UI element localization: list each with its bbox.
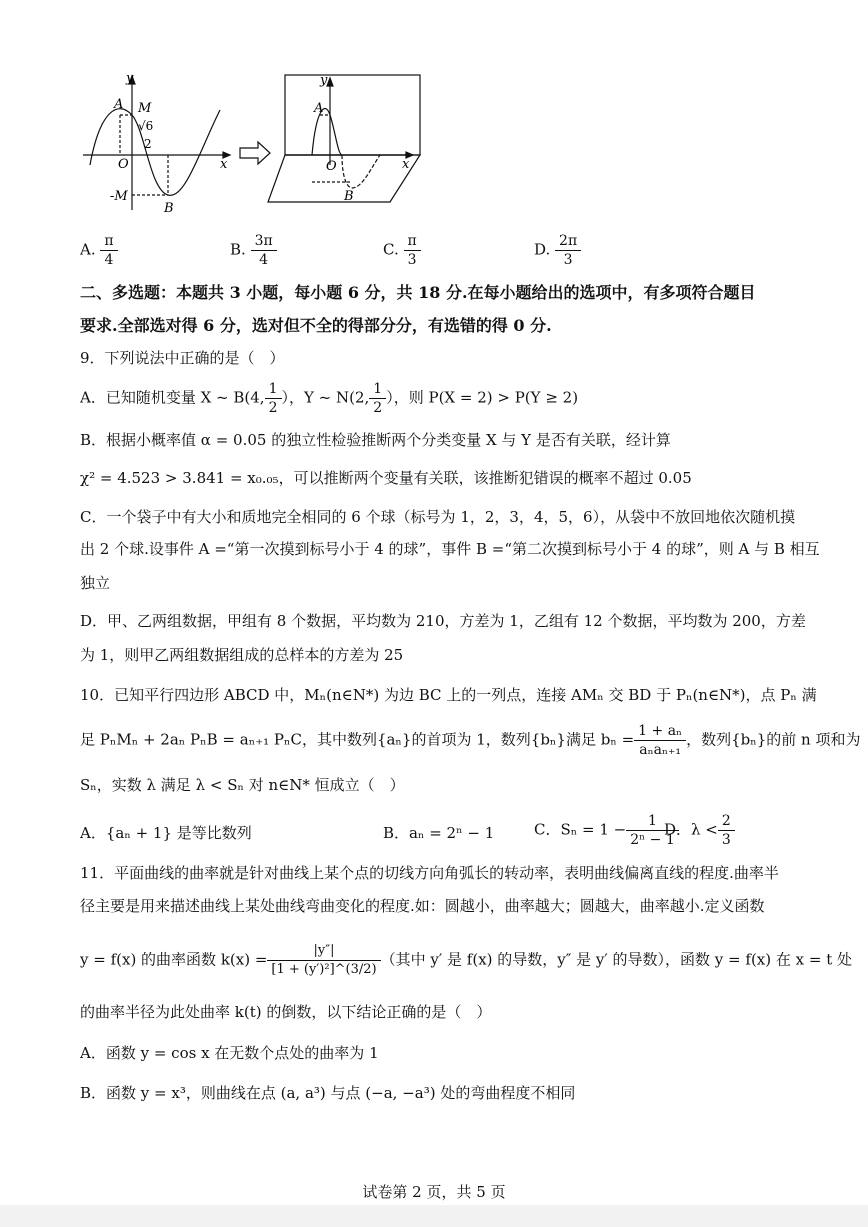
right-A-label: A [314, 101, 324, 116]
fraction [634, 722, 686, 759]
denominator: 3 [721, 832, 731, 848]
denominator: 4 [104, 252, 114, 268]
section-heading-line2: 要求.全部选对得 6 分，选对但不全的得部分分，有选错的得 0 分. [80, 316, 552, 335]
q10-option-a: A．{aₙ + 1} 是等比数列 [80, 824, 252, 842]
q10-stem-line3: Sₙ，实数 λ 满足 λ < Sₙ 对 n∈N* 恒成立（ ） [80, 776, 405, 794]
left-x-label: x [220, 157, 228, 172]
denominator: 2 [373, 400, 383, 416]
fraction [100, 232, 117, 269]
q9-option-d-line1: D．甲、乙两组数据，甲组有 8 个数据，平均数为 210，方差为 1，乙组有 12 个数据，平均数为 200，方差 [80, 612, 806, 630]
left-O-label: O [118, 157, 129, 172]
denominator: 2 [268, 400, 278, 416]
left-sqrt6-label: √6 [138, 119, 154, 133]
q9-option-c-line1: C．一个袋子中有大小和质地完全相同的 6 个球（标号为 1，2，3，4，5，6），从袋中不放回地依次随机摸 [80, 508, 796, 526]
fraction [267, 942, 380, 979]
q9-option-d-line2: 为 1，则甲乙两组数据组成的总样本的方差为 25 [80, 646, 404, 664]
option-letter: A. [80, 240, 96, 259]
fraction [718, 812, 735, 849]
denominator: aₙaₙ₊₁ [639, 742, 682, 758]
text-segment: ），则 P(X = 2) > P(Y ≥ 2) [386, 388, 579, 407]
q9-option-b-line2: χ² = 4.523 > 3.841 = x₀.₀₅，可以推断两个变量有关联，该推断犯错误的概率不超过 0.05 [80, 469, 692, 487]
q9-option-a [80, 380, 578, 417]
q11-stem-line4: 的曲率半径为此处曲率 k(t) 的倒数，以下结论正确的是（ ） [80, 1003, 492, 1021]
function-graph-figure [80, 70, 440, 220]
q9-stem: 9．下列说法中正确的是（ ） [80, 349, 285, 367]
left-y-label: y [126, 71, 134, 86]
q8-option-b [230, 232, 277, 269]
left-graph [83, 76, 230, 210]
right-graph [268, 75, 420, 202]
numerator: 1 [626, 812, 679, 831]
option-letter: C. [383, 240, 399, 259]
transform-arrow [240, 142, 270, 164]
q8-option-c [383, 232, 421, 269]
left-two-label: 2 [144, 137, 152, 151]
left-A-label: A [114, 97, 124, 112]
left-B-label: B [164, 201, 174, 216]
q11-option-b: B．函数 y = x³，则曲线在点 (a, a³) 与点 (−a, −a³) 处的弯曲程度不相同 [80, 1084, 576, 1102]
text-segment: 足 PₙMₙ + 2aₙ PₙB = aₙ₊₁ PₙC，其中数列{aₙ}的首项为 1，数列{bₙ}满足 bₙ = [80, 730, 635, 749]
denominator: 3 [407, 252, 417, 268]
numerator: 2π [555, 232, 581, 251]
denominator: 4 [259, 252, 269, 268]
text-segment: C．Sₙ = 1 − [534, 820, 627, 839]
fraction [555, 232, 581, 269]
q11-stem-line2: 径主要是用来描述曲线上某处曲线弯曲变化的程度.如：圆越小，曲率越大；圆越大，曲率越小.定义函数 [80, 897, 765, 915]
q10-option-d [664, 812, 735, 849]
page-bottom-edge [0, 1205, 868, 1227]
option-letter: B. [230, 240, 246, 259]
denominator: 2ⁿ − 1 [630, 832, 675, 848]
q8-option-d [534, 232, 581, 269]
numerator: |y″| [267, 942, 380, 961]
left-negM-label: -M [110, 189, 128, 204]
page-footer: 试卷第 2 页，共 5 页 [362, 1183, 506, 1201]
section-heading-line1: 二、多选题：本题共 3 小题，每小题 6 分，共 18 分.在每小题给出的选项中，有多项符合题目 [80, 283, 756, 302]
left-M-label: M [138, 101, 152, 116]
q11-stem-line3 [80, 942, 852, 979]
numerator: π [404, 232, 421, 251]
q10-option-c [534, 812, 679, 849]
denominator: 3 [563, 252, 573, 268]
q8-option-a [80, 232, 118, 269]
q11-stem-line1: 11．平面曲线的曲率就是针对曲线上某个点的切线方向角弧长的转动率，表明曲线偏离直线的程度.曲率半 [80, 864, 779, 882]
text-segment: ），Y ~ N(2, [281, 388, 370, 407]
numerator: 1 [265, 380, 282, 399]
right-y-label: y [320, 73, 328, 88]
right-B-label: B [344, 189, 354, 204]
fraction [369, 380, 386, 417]
text-segment: （其中 y′ 是 f(x) 的导数，y″ 是 y′ 的导数），函数 y = f(x) 在 x = t 处 [380, 950, 852, 969]
q9-option-b-line1: B．根据小概率值 α = 0.05 的独立性检验推断两个分类变量 X 与 Y 是否有关联，经计算 [80, 431, 671, 449]
q10-option-b: B．aₙ = 2ⁿ − 1 [383, 824, 495, 842]
right-x-label: x [402, 157, 410, 172]
denominator: [1 + (y′)²]^(3/2) [271, 962, 377, 977]
text-segment: A．已知随机变量 X ~ B(4, [80, 388, 265, 407]
fraction [265, 380, 282, 417]
numerator: π [100, 232, 117, 251]
text-segment: D．λ < [664, 820, 718, 839]
q10-stem-line2 [80, 722, 861, 759]
q11-option-a: A．函数 y = cos x 在无数个点处的曲率为 1 [80, 1044, 379, 1062]
q9-option-c-line2: 出 2 个球.设事件 A =“第一次摸到标号小于 4 的球”，事件 B =“第二次摸到标号小于 4 的球”，则 A 与 B 相互 [80, 540, 820, 558]
fraction [251, 232, 277, 269]
text-segment: ，数列{bₙ}的前 n 项和为 [686, 730, 861, 749]
numerator: 3π [251, 232, 277, 251]
text-segment: y = f(x) 的曲率函数 k(x) = [80, 950, 268, 969]
numerator: 1 + aₙ [634, 722, 686, 741]
fraction [404, 232, 421, 269]
option-letter: D. [534, 240, 551, 259]
numerator: 2 [718, 812, 735, 831]
q9-option-c-line3: 独立 [80, 574, 111, 592]
q10-stem-line1: 10．已知平行四边形 ABCD 中，Mₙ(n∈N*) 为边 BC 上的一列点，连接 AMₙ 交 BD 于 Pₙ(n∈N*)，点 Pₙ 满 [80, 686, 817, 704]
right-O-label: O [326, 159, 337, 174]
numerator: 1 [369, 380, 386, 399]
